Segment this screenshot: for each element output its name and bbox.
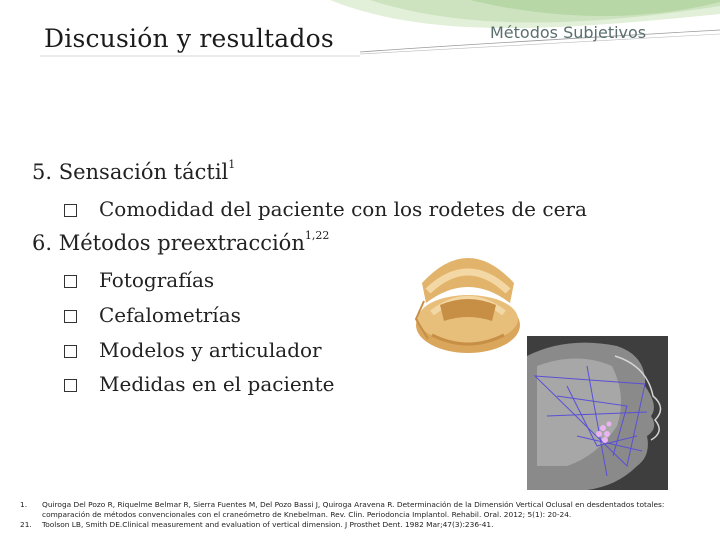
bullet-box-icon <box>64 345 77 358</box>
list-item: Modelos y articulador <box>64 338 322 362</box>
bullet-box-icon <box>64 310 77 323</box>
section-heading-6: 6. Métodos preextracción$^{1,22}$ <box>32 229 330 255</box>
list-item: Comodidad del paciente con los rodetes de cera <box>64 197 587 221</box>
list-item: Cefalometrías <box>64 303 241 327</box>
list-item: Fotografías <box>64 268 214 292</box>
reference-item: 1. Quiroga Del Pozo R, Riquelme Belmar R, Sierra Fuentes M, Del Pozo Bassi J, Quiroga Aravena R. Determinación de la Dimensión Vertical Oclusal en desdentados totales: comparación de métodos convencionales con el craneómetro de Knebelman. Rev. Clin. Periodoncia Implantol. Rehabil. Oral. 2012; 5(1): 20-24. <box>20 500 665 519</box>
bullet-box-icon <box>64 275 77 288</box>
bullet-box-icon <box>64 204 77 217</box>
cephalometric-xray-image <box>527 336 668 490</box>
reference-item: 21. Toolson LB, Smith DE.Clinical measurement and evaluation of vertical dimension. J Prosthet Dent. 1982 Mar;47(3):236-41. <box>20 520 494 529</box>
list-item: Medidas en el paciente <box>64 372 334 396</box>
slide-subtitle: Métodos Subjetivos <box>490 23 647 42</box>
dental-cast-image <box>402 243 534 365</box>
section-heading-5: 5. Sensación táctil$^1$ <box>32 158 236 184</box>
bullet-box-icon <box>64 379 77 392</box>
references <box>20 500 710 530</box>
slide-title: Discusión y resultados <box>44 24 334 53</box>
heading-reference: 1 <box>228 158 236 171</box>
heading-reference: 1,22 <box>304 229 330 242</box>
